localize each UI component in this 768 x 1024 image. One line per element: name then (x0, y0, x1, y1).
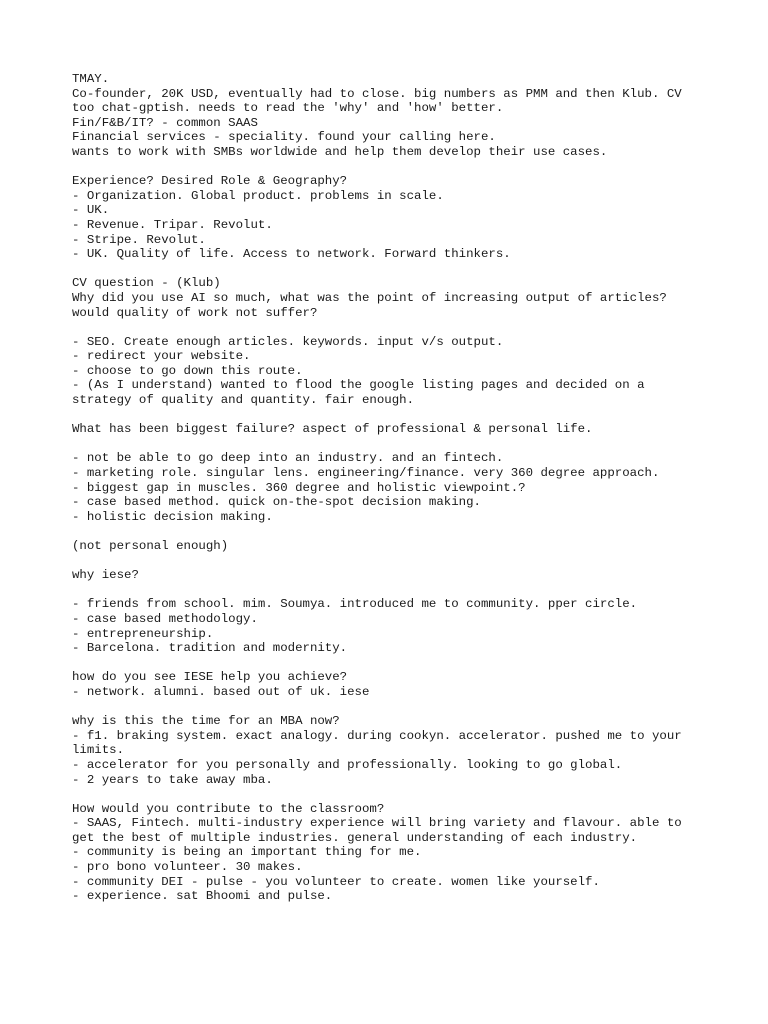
text-line: - entrepreneurship. (72, 626, 214, 641)
text-line: Why did you use AI so much, what was the point of increasing output of articles? (72, 290, 667, 305)
text-line: - SAAS, Fintech. multi-industry experience will bring variety and flavour. able to (72, 816, 682, 831)
text-line: get the best of multiple industries. general understanding of each industry. (72, 830, 638, 845)
text-line: - UK. (72, 203, 110, 218)
text-line: why iese? (72, 568, 139, 583)
blank-line (72, 554, 712, 569)
text-line: - community DEI - pulse - you volunteer to create. women like yourself. (72, 874, 600, 889)
text-line: - case based method. quick on-the-spot decision making. (72, 495, 481, 510)
text-line: - accelerator for you personally and professionally. looking to go global. (72, 757, 623, 772)
text-line: - redirect your website. (72, 349, 251, 364)
blank-line (72, 437, 712, 452)
blank-line (72, 320, 712, 335)
text-line: Experience? Desired Role & Geography? (72, 174, 348, 189)
blank-line (72, 700, 712, 715)
text-line: - (As I understand) wanted to flood the google listing pages and decided on a (72, 378, 645, 393)
text-line: - 2 years to take away mba. (72, 772, 273, 787)
text-line: - friends from school. mim. Soumya. introduced me to community. pper circle. (72, 597, 638, 612)
text-line: - Organization. Global product. problems in scale. (72, 188, 444, 203)
text-line: - pro bono volunteer. 30 makes. (72, 860, 303, 875)
text-line: - biggest gap in muscles. 360 degree and holistic viewpoint.? (72, 480, 526, 495)
text-line: - network. alumni. based out of uk. iese (72, 684, 370, 699)
text-line: strategy of quality and quantity. fair enough. (72, 393, 415, 408)
text-line: - choose to go down this route. (72, 363, 303, 378)
text-line: TMAY. (72, 72, 110, 86)
text-line: - UK. Quality of life. Access to network. Forward thinkers. (72, 247, 511, 262)
text-line: how do you see IESE help you achieve? (72, 670, 348, 685)
text-line: - Barcelona. tradition and modernity. (72, 641, 348, 656)
blank-line (72, 787, 712, 802)
text-line: (not personal enough) (72, 539, 229, 553)
text-line: limits. (72, 743, 125, 758)
text-line: too chat-gptish. needs to read the 'why' and 'how' better. (72, 101, 504, 116)
text-line: - holistic decision making. (72, 509, 273, 524)
text-line: - SEO. Create enough articles. keywords. input v/s output. (72, 334, 504, 349)
text-line: would quality of work not suffer? (72, 305, 318, 320)
blank-line (72, 656, 712, 671)
text-line: wants to work with SMBs worldwide and help them develop their use cases. (72, 144, 608, 159)
text-line: - marketing role. singular lens. engineering/finance. very 360 degree approach. (72, 466, 660, 481)
text-line: - not be able to go deep into an industry. and an fintech. (72, 451, 504, 466)
blank-line (72, 160, 712, 175)
blank-line (72, 262, 712, 277)
text-line: What has been biggest failure? aspect of professional & personal life. (72, 422, 593, 437)
text-line: Co-founder, 20K USD, eventually had to close. big numbers as PMM and then Klub. CV (72, 86, 682, 101)
text-line: Fin/F&B/IT? - common SAAS (72, 115, 258, 130)
text-line: How would you contribute to the classroom? (72, 801, 385, 816)
text-line: - Revenue. Tripar. Revolut. (72, 217, 273, 232)
text-line: why is this the time for an MBA now? (72, 714, 340, 729)
document-text (72, 72, 712, 904)
blank-line (72, 524, 712, 539)
text-line: - f1. braking system. exact analogy. during cookyn. accelerator. pushed me to your (72, 728, 682, 743)
text-line: CV question - (Klub) (72, 276, 221, 291)
text-line: - community is being an important thing for me. (72, 845, 422, 860)
text-line: Financial services - speciality. found your calling here. (72, 130, 496, 145)
blank-line (72, 583, 712, 598)
text-line: - Stripe. Revolut. (72, 232, 206, 247)
text-line: - experience. sat Bhoomi and pulse. (72, 889, 333, 904)
blank-line (72, 408, 712, 423)
text-line: - case based methodology. (72, 611, 258, 626)
